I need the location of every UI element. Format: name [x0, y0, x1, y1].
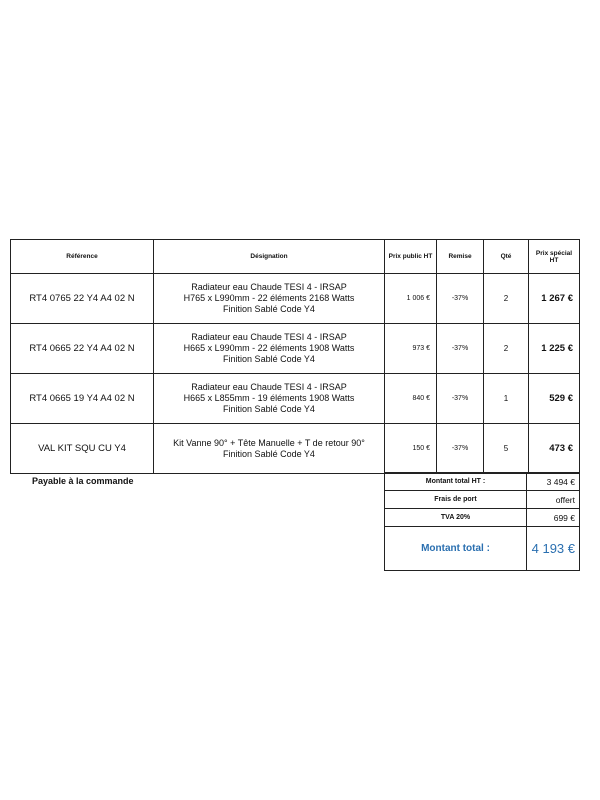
cell-reference: RT4 0765 22 Y4 A4 02 N: [11, 274, 154, 324]
header-reference: Référence: [11, 240, 154, 274]
cell-quantity: 1: [484, 374, 529, 424]
designation-line: Finition Sablé Code Y4: [223, 448, 315, 459]
header-special-price: Prix spécial HT: [529, 240, 580, 274]
cell-discount: -37%: [437, 374, 484, 424]
shipping-value: offert: [527, 491, 580, 509]
table-row: [11, 274, 580, 324]
cell-discount: -37%: [437, 424, 484, 474]
header-discount: Remise: [437, 240, 484, 274]
cell-designation: [154, 424, 385, 474]
designation-line: Finition Sablé Code Y4: [223, 404, 315, 414]
total-ht-row: [385, 473, 580, 491]
payment-note: Payable à la commande: [32, 476, 134, 486]
shipping-label: Frais de port: [385, 491, 527, 509]
grand-total-label: Montant total :: [385, 527, 527, 571]
cell-public-price: 840 €: [385, 374, 437, 424]
table-header-row: [11, 240, 580, 274]
grand-total-value: 4 193 €: [527, 527, 580, 571]
cell-special-price: 473 €: [529, 424, 580, 474]
quote-table: [10, 239, 580, 474]
table-row: [11, 424, 580, 474]
table-row: [11, 324, 580, 374]
cell-discount: -37%: [437, 324, 484, 374]
table-row: [11, 374, 580, 424]
cell-quantity: 2: [484, 324, 529, 374]
header-quantity: Qté: [484, 240, 529, 274]
cell-special-price: 529 €: [529, 374, 580, 424]
vat-row: [385, 509, 580, 527]
designation-line: H665 x L855mm - 19 éléments 1908 Watts: [183, 393, 355, 403]
cell-reference: RT4 0665 19 Y4 A4 02 N: [11, 374, 154, 424]
cell-reference: RT4 0665 22 Y4 A4 02 N: [11, 324, 154, 374]
total-ht-value: 3 494 €: [527, 473, 580, 491]
vat-label: TVA 20%: [385, 509, 527, 527]
header-public-price: Prix public HT: [385, 240, 437, 274]
designation-line: Kit Vanne 90° + Tête Manuelle + T de retour 90°: [173, 437, 365, 448]
header-designation: Désignation: [154, 240, 385, 274]
cell-designation: [154, 324, 385, 374]
cell-reference: VAL KIT SQU CU Y4: [11, 424, 154, 474]
cell-discount: -37%: [437, 274, 484, 324]
designation-line: Finition Sablé Code Y4: [223, 304, 315, 314]
cell-public-price: 150 €: [385, 424, 437, 474]
designation-line: H765 x L990mm - 22 éléments 2168 Watts: [183, 293, 355, 303]
cell-quantity: 2: [484, 274, 529, 324]
designation-line: Finition Sablé Code Y4: [223, 354, 315, 364]
designation-line: H665 x L990mm - 22 éléments 1908 Watts: [183, 343, 355, 353]
cell-designation: [154, 374, 385, 424]
cell-public-price: 973 €: [385, 324, 437, 374]
cell-special-price: 1 225 €: [529, 324, 580, 374]
shipping-row: [385, 491, 580, 509]
total-ht-label: Montant total HT :: [385, 473, 527, 491]
cell-special-price: 1 267 €: [529, 274, 580, 324]
grand-total-row: [385, 527, 580, 571]
designation-line: Radiateur eau Chaude TESI 4 - IRSAP: [191, 332, 347, 342]
cell-quantity: 5: [484, 424, 529, 474]
designation-line: Radiateur eau Chaude TESI 4 - IRSAP: [191, 282, 347, 292]
totals-table: [384, 472, 580, 571]
cell-public-price: 1 006 €: [385, 274, 437, 324]
cell-designation: [154, 274, 385, 324]
vat-value: 699 €: [527, 509, 580, 527]
designation-line: Radiateur eau Chaude TESI 4 - IRSAP: [191, 382, 347, 392]
